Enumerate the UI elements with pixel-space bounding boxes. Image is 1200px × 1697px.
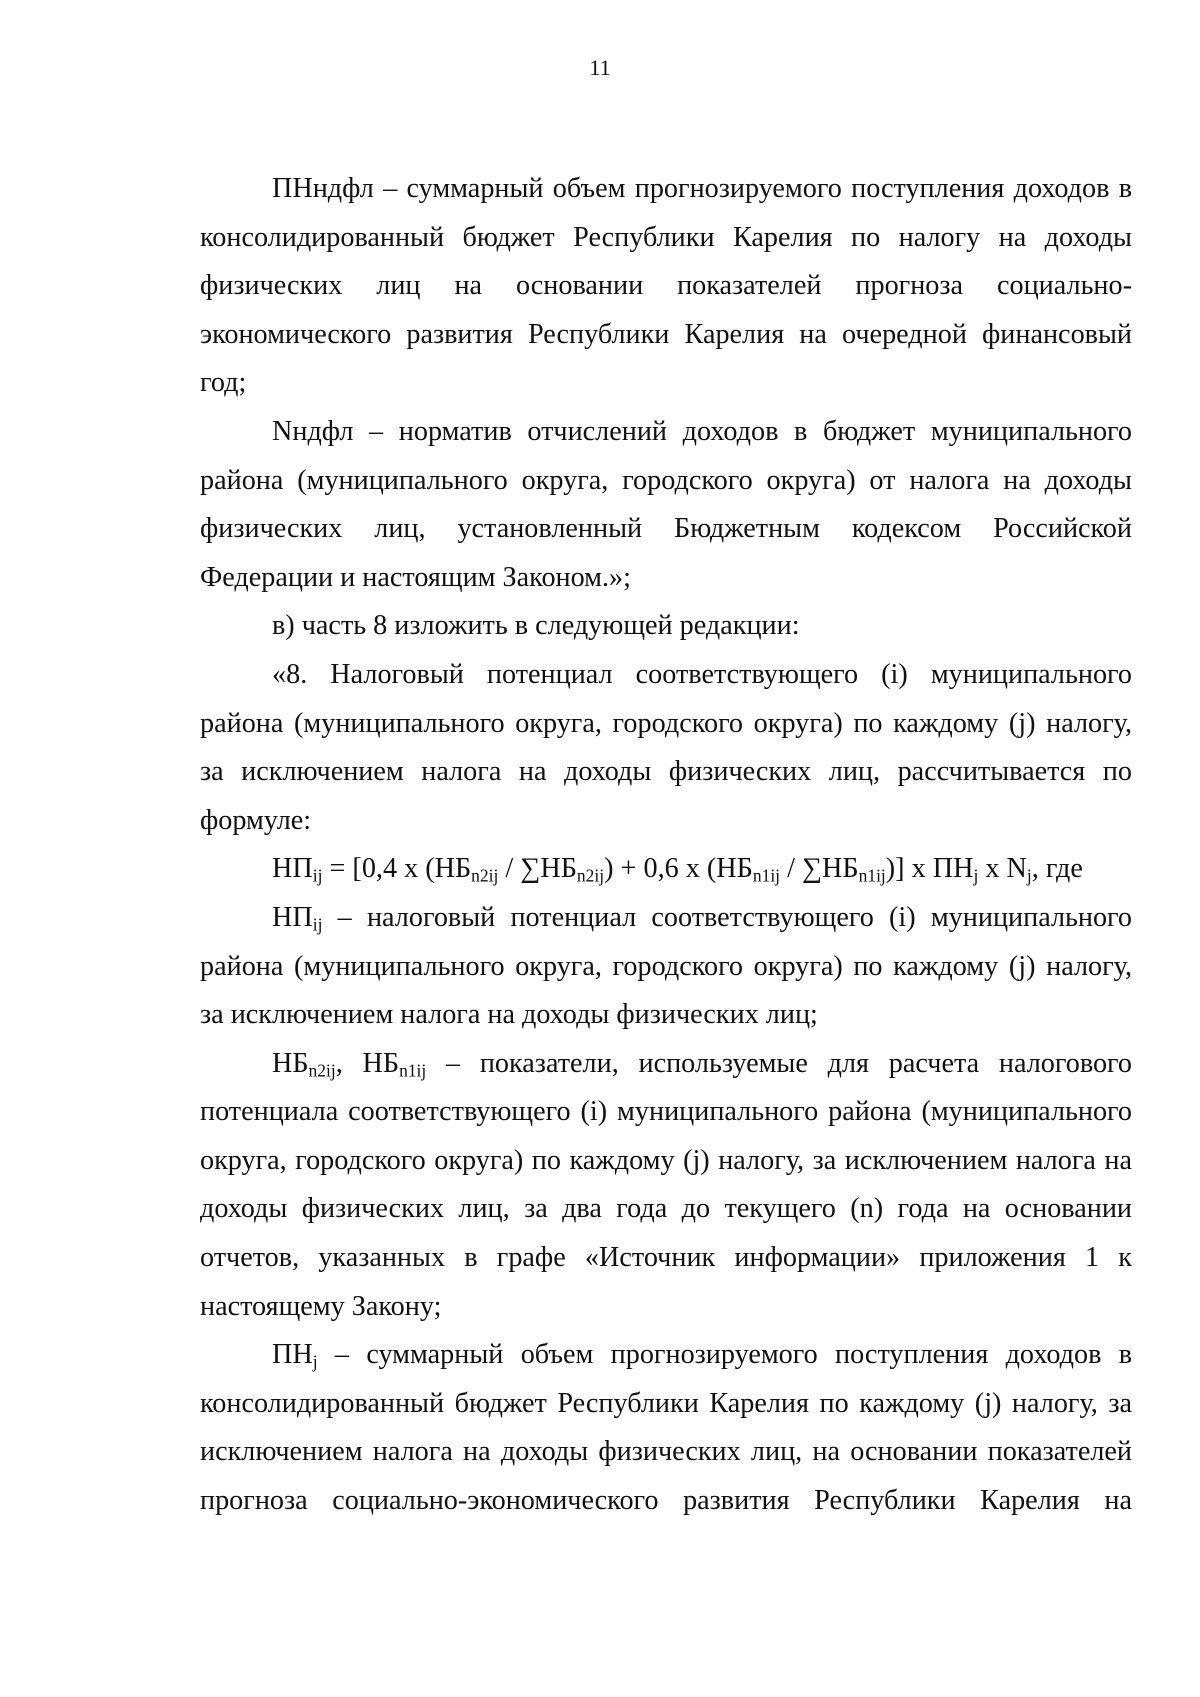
definition-nndfl: – норматив отчислений доходов в бюджет муниципального района (муниципального округа, городского округа) от налога на доходы физических лиц, установленный Бюджетным кодексом Российской Федерации и настоящим Законом.»; <box>200 415 1132 593</box>
term-pnndfl: ПНндфл <box>272 173 374 204</box>
document-body <box>200 165 1132 1526</box>
definition-nb: – показатели, используемые для расчета налогового потенциала соответствующего (i) муниципального района (муниципального округа, городского округа) по каждому (j) налогу, за исключением налога на доходы физических лиц, за два года до текущего (n) года на основании отчетов, указанных в графе «Источник информации» приложения 1 к настоящему Закону; <box>200 1047 1133 1322</box>
definition-np: – налоговый потенциал соответствующего (i) муниципального района (муниципального округа, городского округа) по каждому (j) налогу, за исключением налога на доходы физических лиц; <box>200 901 1133 1031</box>
paragraph-pnndfl-definition <box>200 165 1132 408</box>
page-number: 11 <box>589 55 611 80</box>
term-nndfl: Nндфл <box>272 415 354 447</box>
definition-pn: – суммарный объем прогнозируемого поступления доходов в консолидированный бюджет Республики Карелия по каждому (j) налогу, за исключением налога на доходы физических лиц, на основании показателей прогноза социально-экономического развития Республики Карелия на <box>200 1339 1133 1517</box>
paragraph-part-8: «8. Налоговый потенциал соответствующего (i) муниципального района (муниципального округа, городского округа) по каждому (j) налогу, за исключением налога на доходы физических лиц, рассчитывается по формуле: <box>200 658 1132 836</box>
paragraph-nb-definition <box>200 1040 1132 1332</box>
term-np: $НП_{ij}$ <box>272 901 323 935</box>
paragraph-pn-definition <box>200 1331 1132 1525</box>
definition-pnndfl: – суммарный объем прогнозируемого поступления доходов в консолидированный бюджет Республики Карелия по налогу на доходы физических лиц на основании показателей прогноза социально-экономического развития Республики Карелия на очередной финансовый год; <box>200 173 1132 399</box>
paragraph-np-definition <box>200 894 1132 1040</box>
tax-potential-formula: $НП_{ij} = [0,4$ x $(НБ_{n2ij} / \sum НБ_{n2ij}) + 0,6$ x $(НБ_{n1ij} / \sum НБ_{n1ij})$] x $ПН_j$ x $N_j$, где <box>272 853 1083 886</box>
paragraph-amendment-intro: в) часть 8 изложить в следующей редакции: <box>272 610 800 642</box>
paragraph-nndfl-definition <box>200 408 1132 602</box>
term-pn: $ПН_j$ <box>272 1339 318 1372</box>
term-nb: $НБ_{n2ij}$, $НБ_{n1ij}$ <box>272 1047 427 1081</box>
